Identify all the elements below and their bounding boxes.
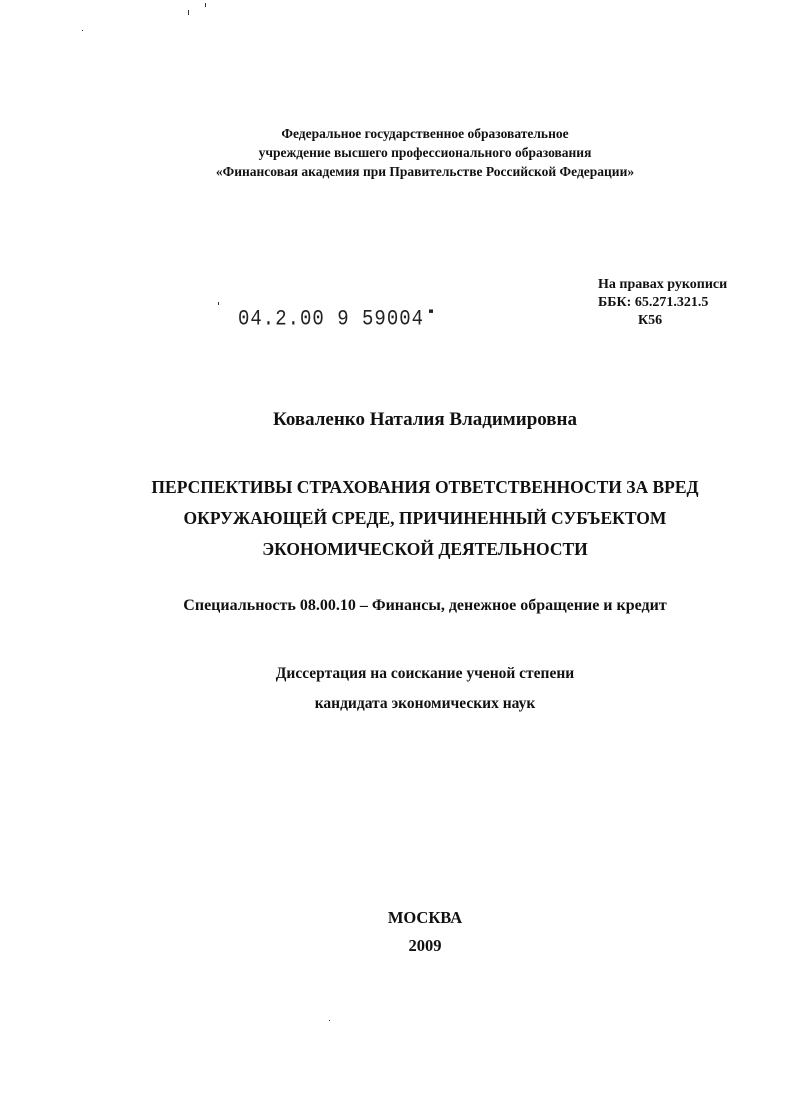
archive-stamp-number xyxy=(238,306,433,331)
institution-line: Федеральное государственное образовательное xyxy=(281,126,569,141)
title-line: ОКРУЖАЮЩЕЙ СРЕДЕ, ПРИЧИНЕННЫЙ СУБЪЕКТОМ xyxy=(183,508,667,528)
scan-speck xyxy=(205,3,206,7)
place-and-year xyxy=(0,904,796,960)
bbk-classification: ББК: 65.271.321.5 xyxy=(598,295,709,310)
degree-statement xyxy=(0,659,796,719)
degree-line: Диссертация на соискание ученой степени xyxy=(275,665,575,682)
scan-speck xyxy=(188,10,189,15)
stamp-mark xyxy=(429,309,433,312)
archive-number-text: 04.2.00 9 59004 xyxy=(238,306,425,332)
scan-speck xyxy=(82,30,83,31)
specialty-line: Специальность 08.00.10 – Финансы, денежное обращение и кредит xyxy=(183,597,667,614)
institution-line: «Финансовая академия при Правительстве Российской Федерации» xyxy=(215,164,635,179)
dissertation-title xyxy=(0,472,796,565)
manuscript-rights-label: На правах рукописи xyxy=(598,277,728,292)
title-line: ЭКОНОМИЧЕСКОЙ ДЕЯТЕЛЬНОСТИ xyxy=(262,539,588,559)
manuscript-rights-block xyxy=(598,276,727,330)
scan-speck xyxy=(329,1020,330,1021)
author-code: К56 xyxy=(638,313,663,328)
author-name: Коваленко Наталия Владимировна xyxy=(272,409,577,430)
title-line: ПЕРСПЕКТИВЫ СТРАХОВАНИЯ ОТВЕТСТВЕННОСТИ ЗА ВРЕД xyxy=(151,477,699,497)
city-name: МОСКВА xyxy=(387,908,463,927)
institution-line: учреждение высшего профессионального образования xyxy=(258,145,592,160)
publication-year: 2009 xyxy=(408,936,442,955)
degree-line: кандидата экономических наук xyxy=(314,695,536,712)
scan-speck xyxy=(218,302,219,305)
institution-header xyxy=(0,124,796,181)
